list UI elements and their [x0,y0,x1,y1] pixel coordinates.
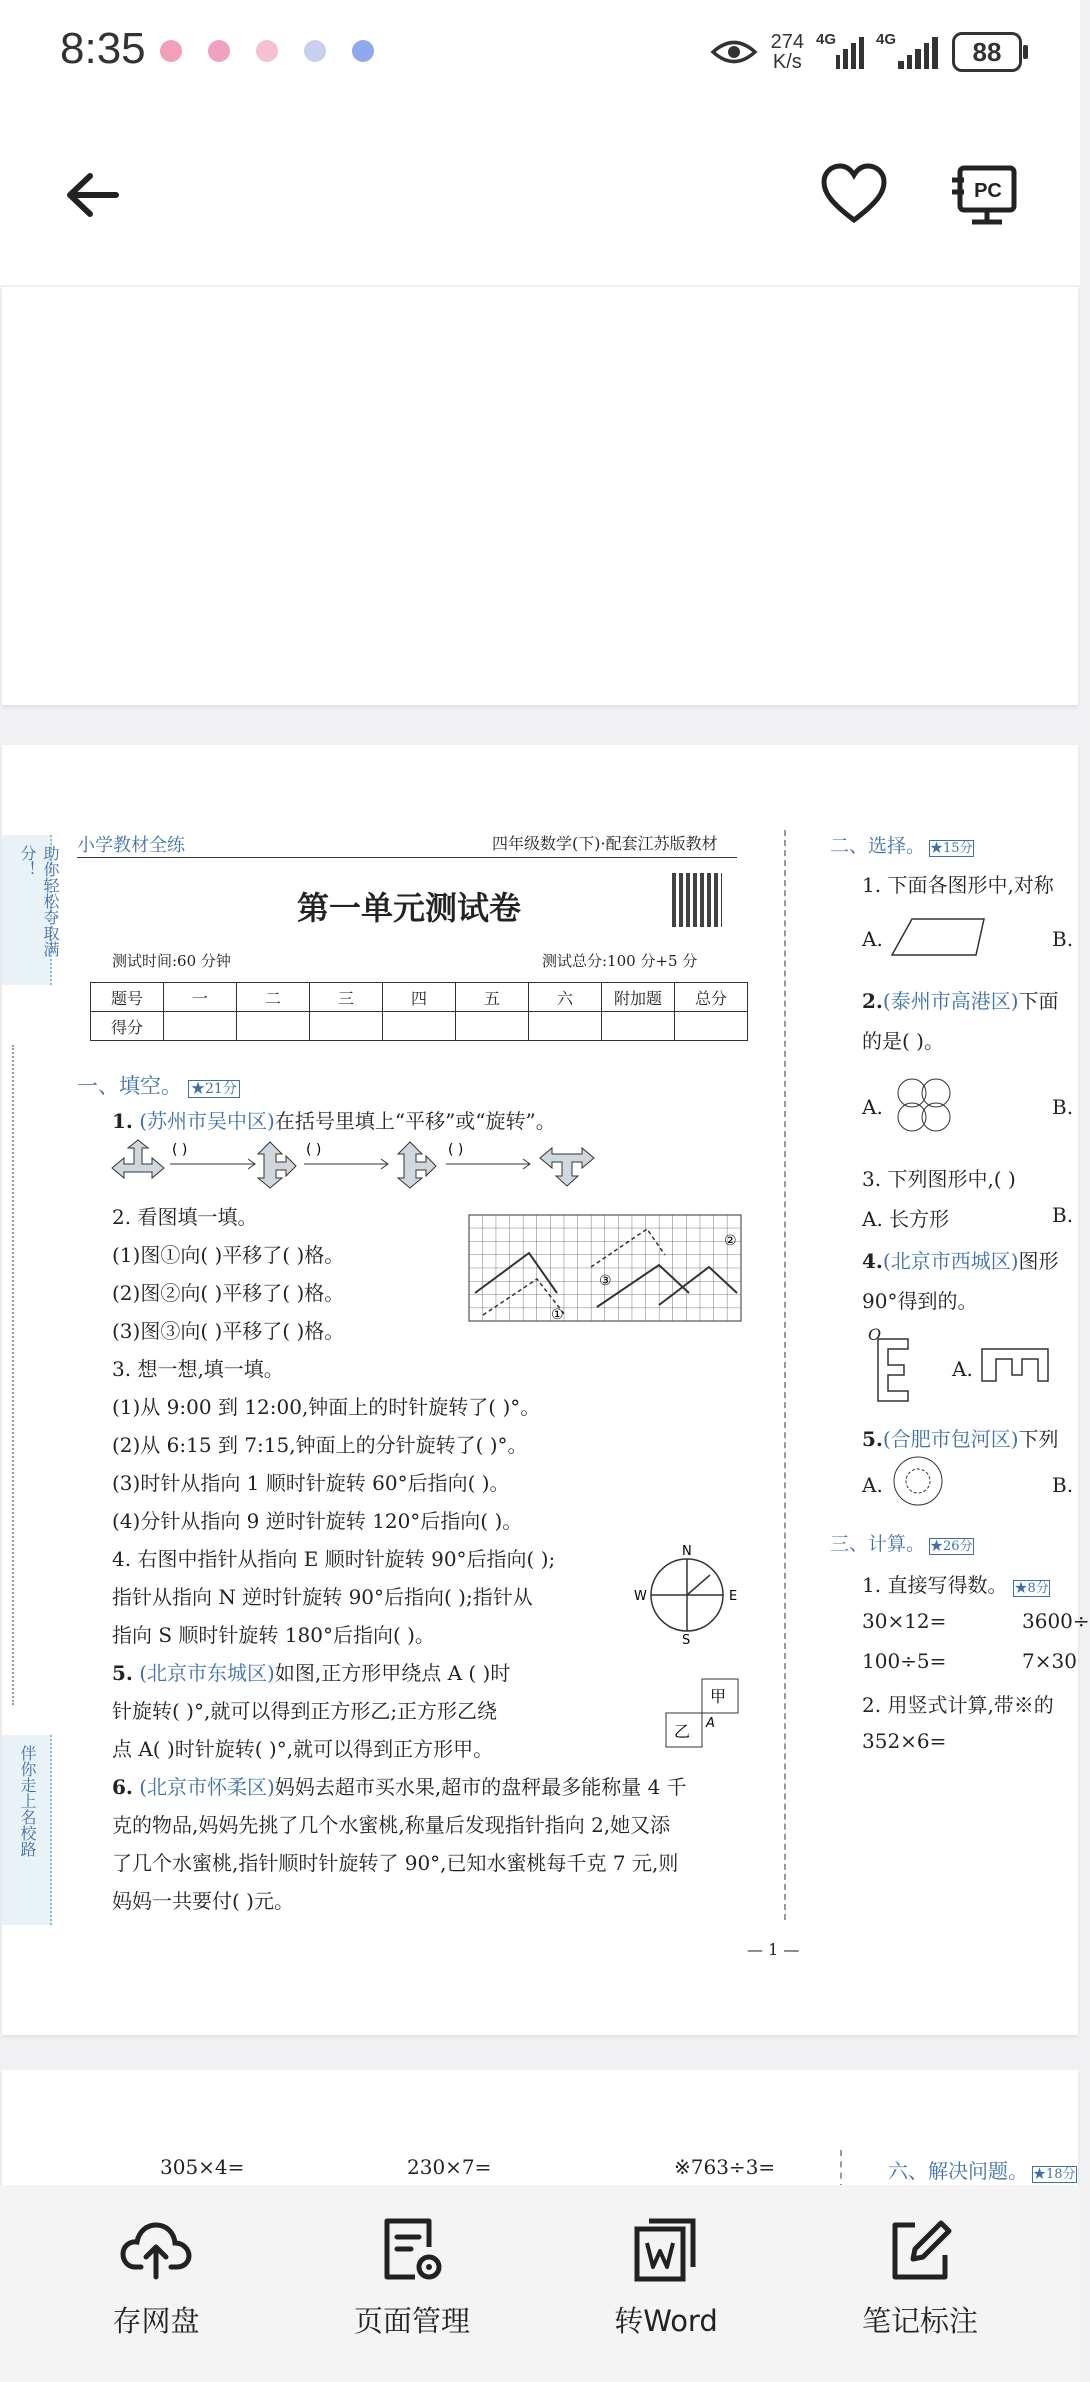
sidebar-text: 伴你走上名校路 [18,1745,37,1857]
svg-text:乙: 乙 [674,1722,691,1741]
q1-figures [110,1140,600,1190]
section-heading: 二、选择。 ★15分 [830,835,973,857]
top-toolbar [0,100,1080,285]
svg-text:S: S [682,1633,691,1648]
tool-label: 页面管理 [353,2304,470,2338]
svg-text:N: N [682,1544,692,1559]
notification-icon [352,40,374,62]
notification-icon [160,40,182,62]
question-2: 2. 看图填一填。 [112,1205,258,1229]
calc-item: 352×6= [862,1729,947,1753]
cloud-upload-icon [121,2215,191,2285]
choice-2: 2.(泰州市高港区)下面 [862,989,1059,1013]
q5-line: 针旋转( )°,就可以得到正方形乙;正方形乙绕 [112,1699,498,1723]
letter-e-figure [874,1335,914,1405]
q2-line: (3)图③向( )平移了( )格。 [112,1319,345,1343]
document-page[interactable] [2,745,1090,2035]
q4-line: 指向 S 顺时针旋转 180°后指向( )。 [112,1623,435,1647]
notification-icon [256,40,278,62]
option-a: A. [862,1095,883,1119]
option-a: A. [952,1357,973,1381]
q3-line: (2)从 6:15 到 7:15,钟面上的分针旋转了( )°。 [112,1433,528,1457]
trapezoid-figure [890,917,986,957]
svg-text:A: A [706,1716,715,1731]
score-table: 题号 一 二 三 四 五 六 附加题 总分 得分 [90,982,748,1041]
q2-grid-figure [469,1215,741,1335]
svg-text:( ): ( ) [306,1142,322,1158]
notification-icon [208,40,230,62]
svg-text:甲: 甲 [710,1687,727,1706]
calc-2: 2. 用竖式计算,带※的 [862,1693,1054,1717]
q3-line: (3)时针从指向 1 顺时针旋转 60°后指向( )。 [112,1471,510,1495]
eye-icon [711,37,757,67]
word-convert-icon [631,2215,701,2285]
calc-item: ※763÷3= [674,2155,776,2179]
page-number: — 1 — [747,1940,800,1959]
calc-item: 100÷5= [862,1649,947,1673]
column-divider [784,830,786,1920]
calc-item: 30×12= [862,1609,947,1633]
calc-item: 7×30 [1022,1649,1077,1673]
heart-icon[interactable] [820,162,888,226]
q6-line: 妈妈一共要付( )元。 [112,1889,294,1913]
save-to-cloud-button[interactable] [56,2215,256,2340]
choice-4-line: 90°得到的。 [862,1289,978,1313]
wheel-figure [890,1453,946,1509]
q4-line: 4. 右图中指针从指向 E 顺时针旋转 90°后指向( ); [112,1547,556,1571]
choice-5: 5.(合肥市包河区)下列 [862,1427,1059,1451]
point-o-label: O [868,1325,882,1344]
tool-label: 转Word [614,2304,718,2338]
network-speed: 274 K/s [770,31,804,73]
page-sidebar-top [2,835,60,985]
svg-text:W: W [634,1589,647,1604]
q2-line: (1)图①向( )平移了( )格。 [112,1243,345,1267]
clover-figure [892,1075,956,1135]
q2-line: (2)图②向( )平移了( )格。 [112,1281,345,1305]
q6-line: 克的物品,妈妈先挑了几个水蜜桃,称量后发现指针指向 2,她又添 [112,1813,671,1837]
svg-text:①: ① [551,1307,564,1323]
svg-text:③: ③ [599,1273,612,1289]
bottom-toolbar [0,2185,1080,2382]
section-heading: 一、填空。 ★21分 [77,1070,240,1100]
q3-line: (4)分针从指向 9 逆时针旋转 120°后指向( )。 [112,1509,523,1533]
svg-text:( ): ( ) [172,1142,188,1158]
tool-label: 存网盘 [112,2304,200,2338]
brand: 小学教材全练 [77,835,185,856]
note-edit-icon [885,2215,955,2285]
option-b: B. [1052,1203,1074,1227]
status-bar [0,0,1080,100]
option-b: B. [1052,1473,1074,1497]
pc-cast-icon[interactable] [950,160,1020,230]
squares-figure [664,1677,744,1747]
document-page[interactable] [2,2070,1078,2190]
notification-icon [304,40,326,62]
page-manage-icon [377,2215,447,2285]
choice-3-option: A. 长方形 [862,1207,950,1231]
qr-code [672,873,722,927]
calc-item: 230×7= [407,2155,492,2179]
section-heading: 三、计算。 ★26分 [830,1533,973,1555]
calc-item: 305×4= [160,2155,245,2179]
option-a: A. [862,1473,883,1497]
question-1: 1. (苏州市吴中区)在括号里填上“平移”或“旋转”。 [112,1109,556,1133]
pc-label: PC [974,180,1002,202]
section-heading: 六、解决问题。 ★18分 [888,2159,1076,2183]
svg-text:( ): ( ) [448,1142,464,1158]
document-page-blank[interactable] [2,287,1078,705]
option-b: B. [1052,1095,1074,1119]
compass-figure [632,1544,742,1648]
tool-label: 笔记标注 [861,2304,978,2338]
convert-word-button[interactable] [566,2215,766,2340]
page-sidebar-bottom [2,1735,52,1925]
calc-1: 1. 直接写得数。 ★8分 [862,1573,1049,1597]
binding-line [12,1045,44,1705]
choice-3: 3. 下列图形中,( ) [862,1167,1016,1191]
note-annotate-button[interactable] [820,2215,1020,2340]
page-title: 第一单元测试卷 [297,889,522,927]
clock: 8:35 [60,24,146,73]
series-label: 四年级数学(下)·配套江苏版教材 [492,834,718,853]
svg-text:E: E [729,1589,738,1604]
rotated-e-figure [978,1345,1058,1385]
signal-icon: 4G [818,35,864,69]
right-column [802,745,1090,2035]
question-3: 3. 想一想,填一填。 [112,1357,284,1381]
calc-item: 3600÷ [1022,1609,1090,1633]
q4-line: 指针从指向 N 逆时针旋转 90°后指向( );指针从 [112,1585,533,1609]
q6-line: 了几个水蜜桃,指针顺时针旋转了 90°,已知水蜜桃每千克 7 元,则 [112,1851,679,1875]
total-score: 测试总分:100 分+5 分 [542,952,698,970]
question-6: 6. (北京市怀柔区)妈妈去超市买水果,超市的盘秤最多能称量 4 千 [112,1775,687,1799]
svg-text:②: ② [724,1233,737,1249]
page-manage-button[interactable] [312,2215,512,2340]
choice-1: 1. 下面各图形中,对称 [862,873,1054,897]
header-rule [77,857,737,858]
choice-2-line: 的是( )。 [862,1029,944,1053]
option-a: A. [862,927,883,951]
sidebar-text: 助你轻松夺取满分！ [18,845,60,957]
choice-4: 4.(北京市西城区)图形 [862,1249,1059,1273]
time-limit: 测试时间:60 分钟 [112,952,231,970]
column-divider [840,2150,842,2190]
back-arrow-icon[interactable] [60,160,130,230]
question-5: 5. (北京市东城区)如图,正方形甲绕点 A ( )时 [112,1661,511,1685]
option-b: B. [1052,927,1074,951]
q5-line: 点 A( )时针旋转( )°,就可以得到正方形甲。 [112,1737,494,1761]
q3-line: (1)从 9:00 到 12:00,钟面上的时针旋转了( )°。 [112,1395,541,1419]
signal-icon: 4G [878,35,938,69]
battery-icon: 88 [952,32,1022,72]
